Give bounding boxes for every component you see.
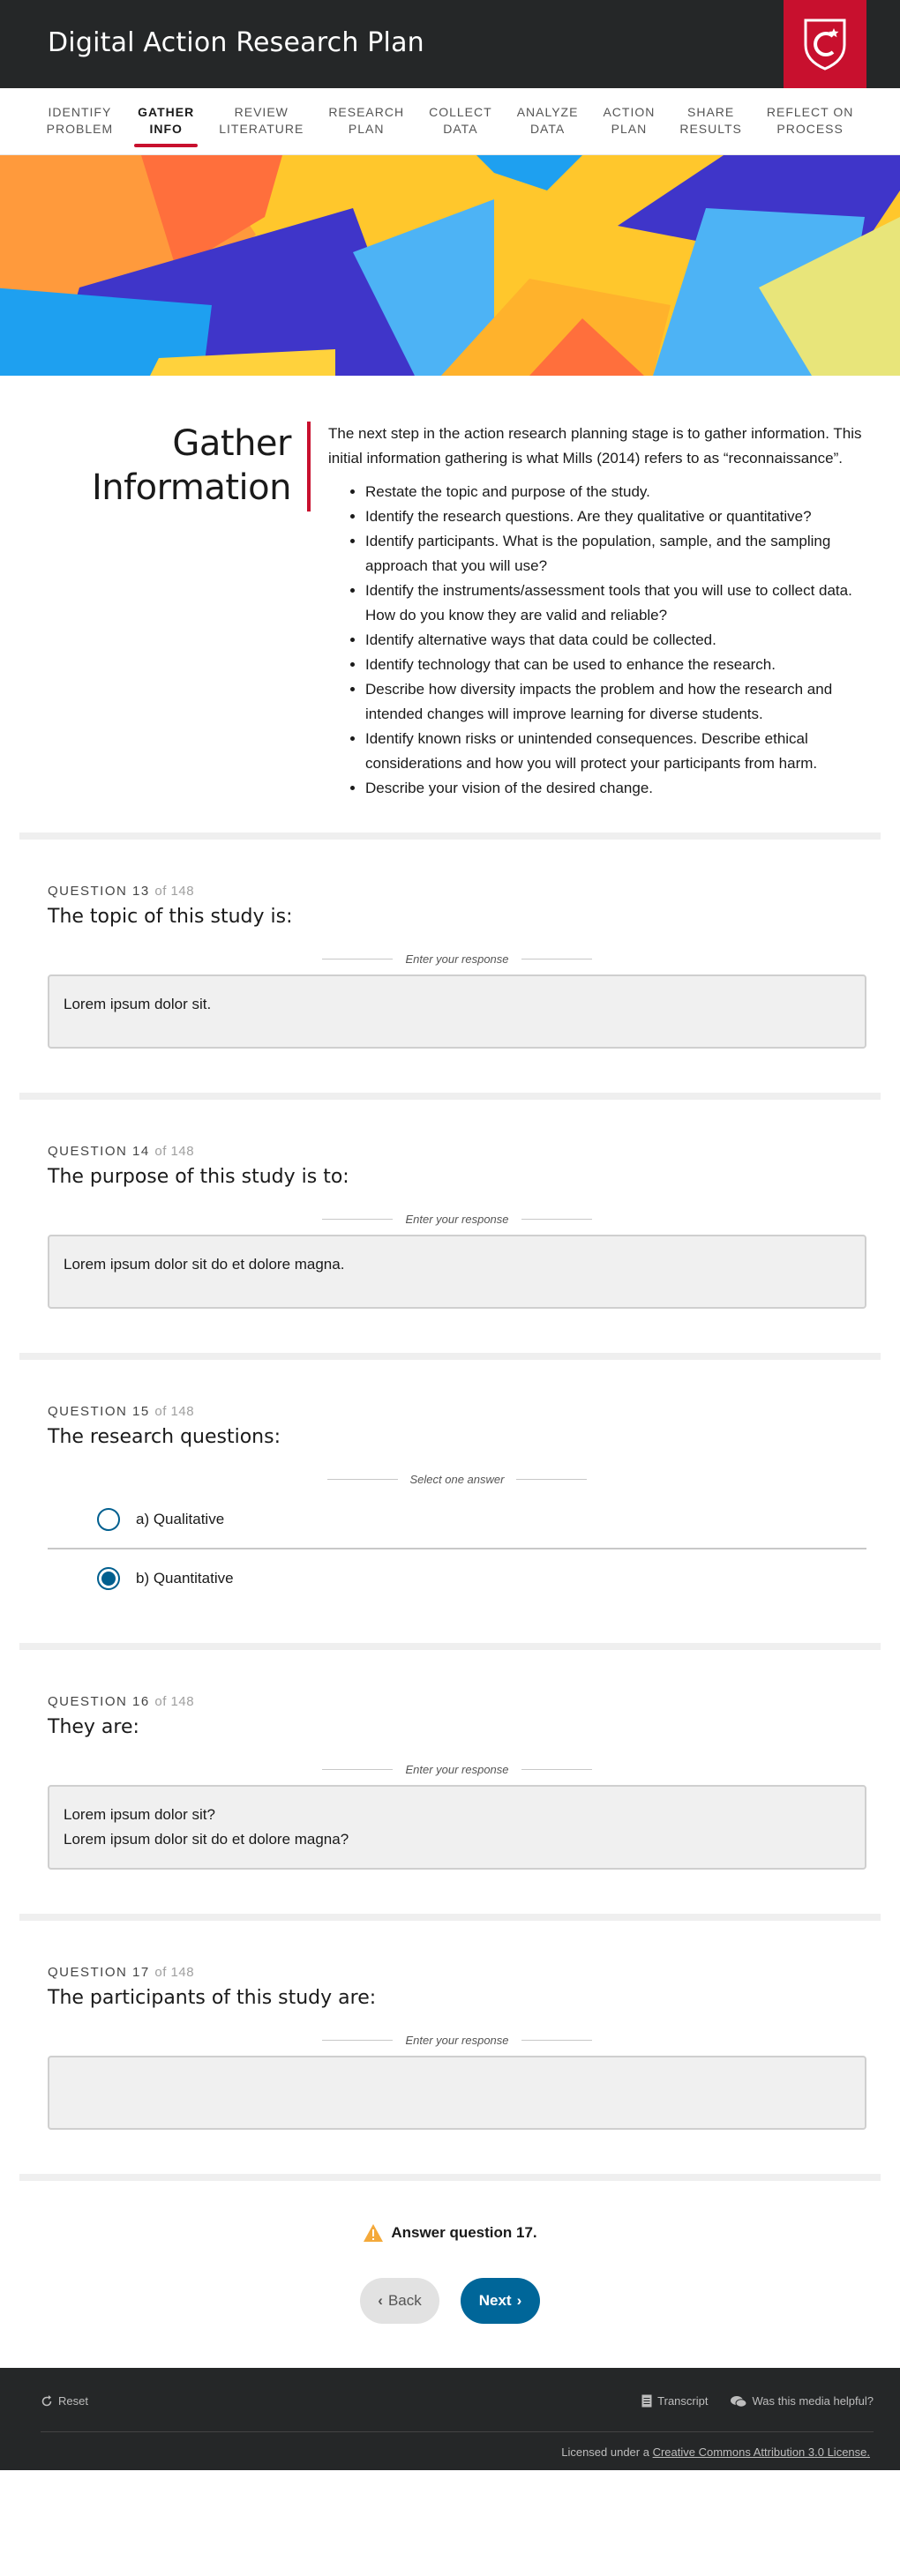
list-item: • Describe how diversity impacts the problem and how the research and intended changes will improve learning for diverse students. <box>365 677 863 727</box>
navigation-buttons <box>0 2278 900 2368</box>
feedback-button[interactable]: Was this media helpful? <box>731 2394 874 2408</box>
intro-list <box>328 480 863 801</box>
section-nav <box>0 88 900 155</box>
footer-divider <box>41 2431 874 2432</box>
footer <box>0 2368 900 2470</box>
question-16 <box>0 1650 900 1914</box>
response-field[interactable]: Lorem ipsum dolor sit do et dolore magna. <box>48 1235 866 1309</box>
question-number: QUESTION 16 of 148 <box>48 1694 195 1709</box>
reset-icon <box>41 2395 53 2408</box>
section-divider <box>19 1093 881 1100</box>
list-item: • Identify technology that can be used to enhance the research. <box>365 653 863 677</box>
section-divider <box>19 1643 881 1650</box>
app-title: Digital Action Research Plan <box>48 27 424 58</box>
list-item: • Identify participants. What is the population, sample, and the sampling approach that you will use? <box>365 529 863 579</box>
response-hint: Select one answer <box>48 1473 866 1486</box>
app-header <box>0 0 900 88</box>
document-icon <box>641 2394 652 2408</box>
nav-item-gather-info[interactable]: GATHER INFO <box>125 104 206 155</box>
nav-item-identify-problem[interactable]: IDENTIFY PROBLEM <box>46 105 114 136</box>
chevron-left-icon: ‹ <box>378 2292 383 2309</box>
nav-item-collect-data[interactable]: COLLECT DATA <box>429 105 492 136</box>
back-button[interactable]: ‹ Back <box>360 2278 439 2324</box>
next-button[interactable]: Next › <box>461 2278 540 2324</box>
nav-item-research-plan[interactable]: RESEARCH PLAN <box>328 105 405 136</box>
response-field[interactable]: Lorem ipsum dolor sit. <box>48 974 866 1049</box>
option-qualitative[interactable] <box>48 1491 866 1549</box>
response-hint: Enter your response <box>48 952 866 966</box>
intro-body <box>311 422 863 801</box>
intro-title-wrap <box>0 422 311 511</box>
transcript-button[interactable]: Transcript <box>641 2394 708 2408</box>
section-divider <box>19 833 881 840</box>
list-item: • Restate the topic and purpose of the study. <box>365 480 863 504</box>
response-hint: Enter your response <box>48 1213 866 1226</box>
list-item: • Identify known risks or unintended consequences. Describe ethical considerations and how you will protect your participants from harm. <box>365 727 863 776</box>
question-number: QUESTION 14 of 148 <box>48 1144 195 1159</box>
question-text: The purpose of this study is to: <box>48 1166 349 1188</box>
license-text: Licensed under a Creative Commons Attribution 3.0 License. <box>561 2445 870 2459</box>
question-text: The participants of this study are: <box>48 1987 377 2009</box>
radio-unchecked-icon[interactable] <box>97 1508 120 1531</box>
list-item: • Identify alternative ways that data could be collected. <box>365 628 863 653</box>
question-text: They are: <box>48 1716 139 1738</box>
footer-right-group <box>641 2394 874 2408</box>
license-link[interactable]: Creative Commons Attribution 3.0 License. <box>652 2445 870 2459</box>
footer-toolbar <box>41 2394 874 2408</box>
nav-item-share-results[interactable]: SHARE RESULTS <box>679 105 742 136</box>
radio-checked-icon[interactable] <box>97 1567 120 1590</box>
response-hint: Enter your response <box>48 1763 866 1776</box>
option-label: b) Quantitative <box>136 1570 234 1587</box>
chat-bubbles-icon <box>731 2395 746 2408</box>
question-14 <box>0 1100 900 1353</box>
chevron-right-icon: › <box>516 2292 522 2309</box>
response-hint: Enter your response <box>48 2034 866 2047</box>
section-divider <box>19 1914 881 1921</box>
option-label: a) Qualitative <box>136 1511 225 1527</box>
alert-text: Answer question 17. <box>391 2224 537 2241</box>
intro-title: Gather Information <box>91 423 291 508</box>
option-quantitative[interactable] <box>48 1549 866 1608</box>
reset-button[interactable]: Reset <box>41 2394 88 2408</box>
validation-alert <box>0 2181 900 2243</box>
question-number: QUESTION 17 of 148 <box>48 1965 195 1980</box>
list-item: • Identify the research questions. Are they qualitative or quantitative? <box>365 504 863 529</box>
shield-logo-icon <box>784 0 866 88</box>
question-15 <box>0 1360 900 1643</box>
nav-item-reflect-on-process[interactable]: REFLECT ON PROCESS <box>766 105 854 136</box>
question-text: The research questions: <box>48 1426 281 1448</box>
nav-item-analyze-data[interactable]: ANALYZE DATA <box>516 105 579 136</box>
question-text: The topic of this study is: <box>48 906 293 928</box>
section-divider <box>19 2174 881 2181</box>
question-17 <box>0 1921 900 2174</box>
question-number: QUESTION 13 of 148 <box>48 884 195 899</box>
nav-item-review-literature[interactable]: REVIEW LITERATURE <box>219 105 304 136</box>
question-number: QUESTION 15 of 148 <box>48 1404 195 1419</box>
intro-section <box>0 376 900 833</box>
nav-item-action-plan[interactable]: ACTION PLAN <box>603 105 656 136</box>
intro-paragraph: The next step in the action research planning stage is to gather information. This initial information gathering is what Mills (2014) refers to as “reconnaissance”. <box>328 425 862 467</box>
response-field[interactable]: Lorem ipsum dolor sit? Lorem ipsum dolor sit do et dolore magna? <box>48 1785 866 1870</box>
list-item: • Describe your vision of the desired change. <box>365 776 863 801</box>
section-divider <box>19 1353 881 1360</box>
question-13 <box>0 840 900 1093</box>
banner-image <box>0 155 900 376</box>
warning-icon <box>363 2223 384 2243</box>
response-field[interactable] <box>48 2056 866 2130</box>
list-item: • Identify the instruments/assessment tools that you will use to collect data. How do you know they are valid and reliable? <box>365 579 863 628</box>
